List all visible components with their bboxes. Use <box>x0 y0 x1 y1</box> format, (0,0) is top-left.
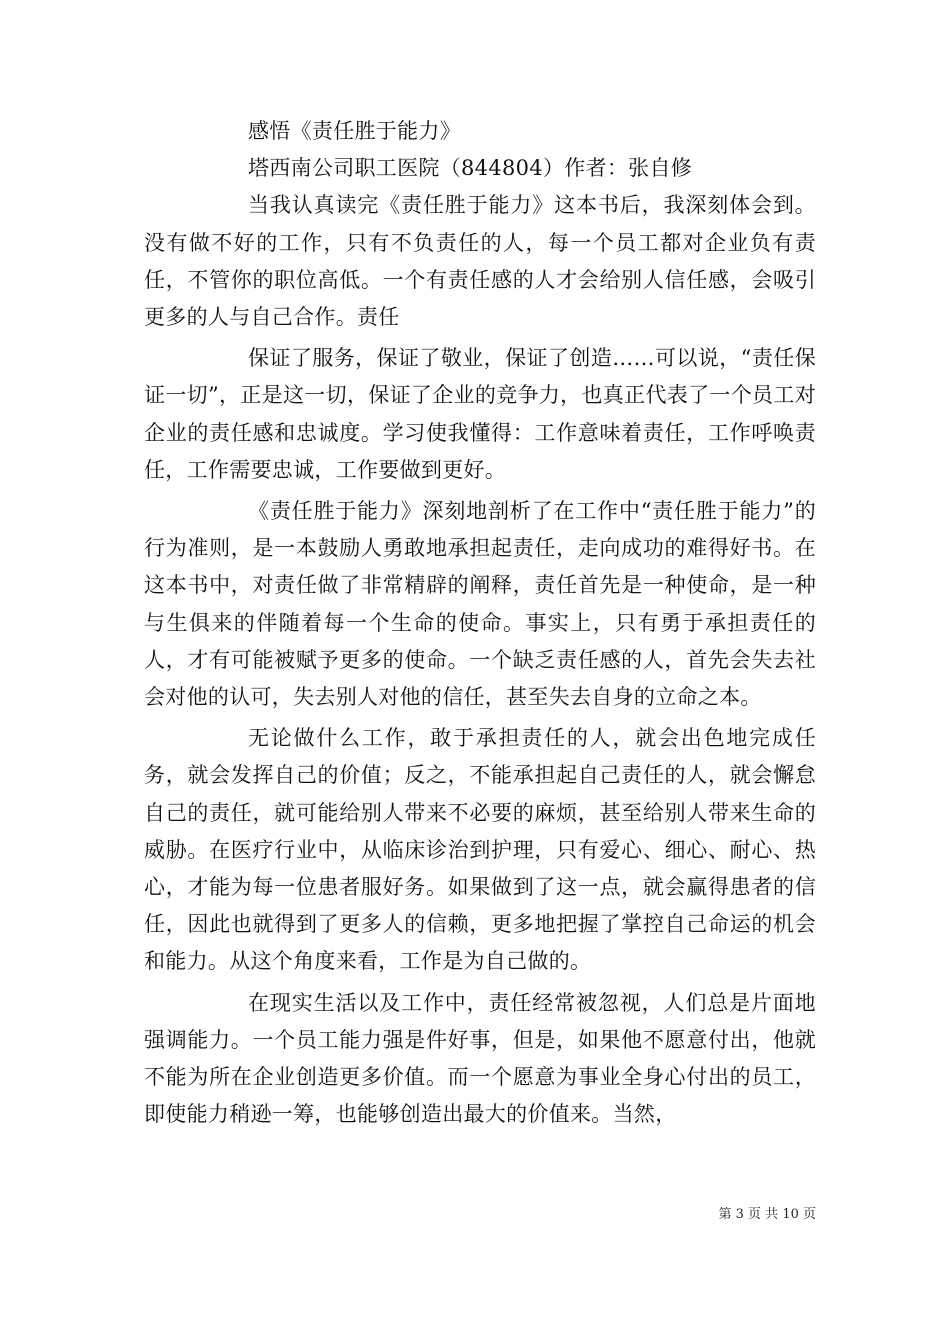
document-body <box>144 113 816 1133</box>
document-title: 感悟《责任胜于能力》 <box>248 119 461 143</box>
paragraph-1: 当我认真读完《责任胜于能力》这本书后，我深刻体会到。没有做不好的工作，只有不负责任的人，每一个员工都对企业负有责任，不管你的职位高低。一个有责任感的人才会给别人信任感，会吸引更多的人与自己合作。责任 <box>144 193 816 330</box>
paragraph-5: 在现实生活以及工作中，责任经常被忽视，人们总是片面地强调能力。一个员工能力强是件好事，但是，如果他不愿意付出，他就不能为所在企业创造更多价值。而一个愿意为事业全身心付出的员工，即使能力稍逊一筹，也能够创造出最大的价值来。当然， <box>144 990 816 1127</box>
paragraph-4: 无论做什么工作，敢于承担责任的人，就会出色地完成任务，就会发挥自己的价值；反之，不能承担起自己责任的人，就会懈怠自己的责任，就可能给别人带来不必要的麻烦，甚至给别人带来生命的威胁。在医疗行业中，从临床诊治到护理，只有爱心、细心、耐心、热心，才能为每一位患者服好务。如果做到了这一点，就会赢得患者的信任，因此也就得到了更多人的信赖，更多地把握了掌控自己命运的机会和能力。从这个角度来看，工作是为自己做的。 <box>144 726 816 974</box>
page-number-footer: 第 3 页 共 10 页 <box>718 1207 816 1222</box>
paragraph-3: 《责任胜于能力》深刻地剖析了在工作中“责任胜于能力”的行为准则，是一本鼓励人勇敢地承担起责任，走向成功的难得好书。在这本书中，对责任做了非常精辟的阐释，责任首先是一种使命，是一种与生俱来的伴随着每一个生命的使命。事实上，只有勇于承担责任的人，才有可能被赋予更多的使命。一个缺乏责任感的人，首先会失去社会对他的认可，失去别人对他的信任，甚至失去自身的立命之本。 <box>144 499 816 710</box>
document-byline: 塔西南公司职工医院（844804）作者：张自修 <box>248 156 693 181</box>
paragraph-2: 保证了服务，保证了敬业，保证了创造……可以说，“责任保证一切”，正是这一切，保证了企业的竞争力，也真正代表了一个员工对企业的责任感和忠诚度。学习使我懂得：工作意味着责任，工作呼唤责任，工作需要忠诚，工作要做到更好。 <box>144 346 816 482</box>
